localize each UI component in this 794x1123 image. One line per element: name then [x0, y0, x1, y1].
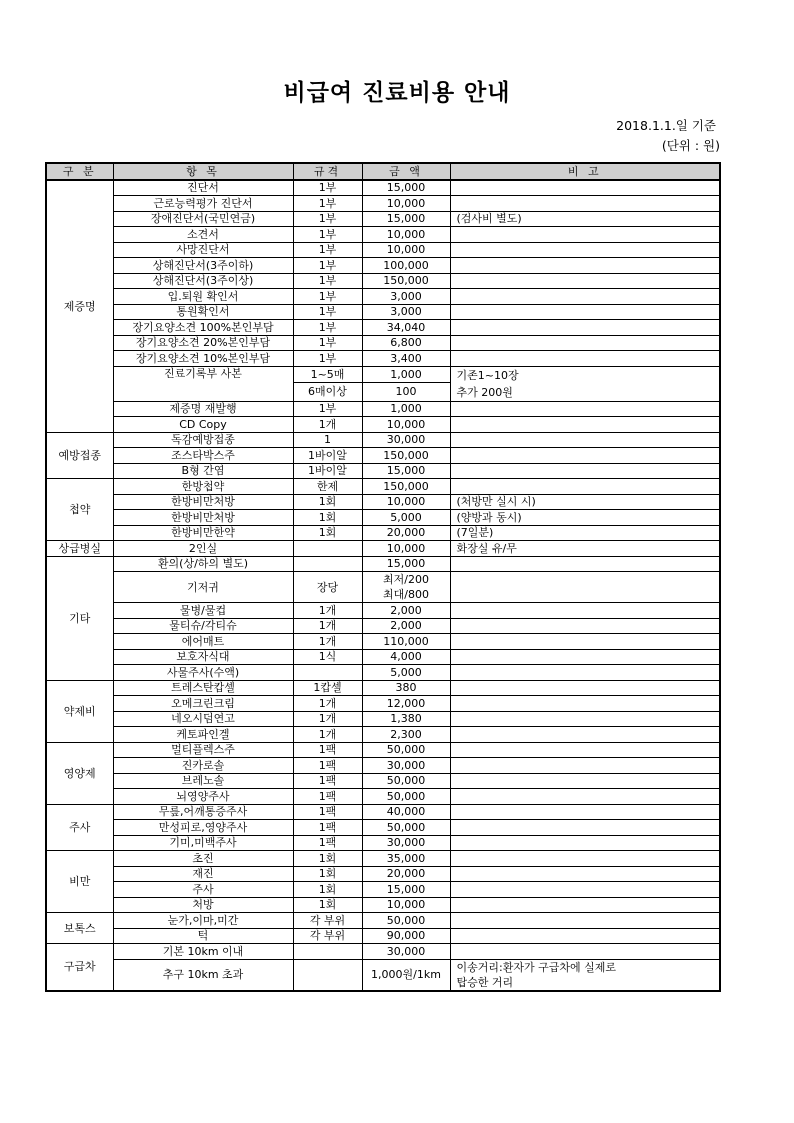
- spec-cell: 6매이상: [293, 382, 362, 401]
- header-note: 비 고: [450, 163, 720, 180]
- item-cell: 환의(상/하의 별도): [113, 556, 293, 572]
- amount-cell: 10,000: [362, 242, 450, 258]
- table-row: [46, 696, 720, 712]
- page-title: 비급여 진료비용 안내: [283, 80, 511, 106]
- amount-cell: 15,000: [362, 463, 450, 479]
- table-row: [46, 417, 720, 433]
- table-row: [46, 897, 720, 913]
- note-cell: [450, 866, 720, 882]
- amount-cell: 50,000: [362, 820, 450, 836]
- category-ambulance: 구급차: [46, 944, 113, 991]
- note-cell: [450, 618, 720, 634]
- amount-cell: 150,000: [362, 448, 450, 464]
- amount-cell: 1,000: [362, 401, 450, 417]
- table-row: [46, 634, 720, 650]
- note-cell: [450, 289, 720, 305]
- note-cell: [450, 665, 720, 681]
- note-cell: (양방과 동시): [450, 510, 720, 526]
- basis-date: 2018.1.1.일 기준: [616, 118, 716, 133]
- spec-cell: 1: [293, 432, 362, 448]
- table-row: [46, 432, 720, 448]
- fee-table: [45, 162, 721, 992]
- amount-cell: 10,000: [362, 494, 450, 510]
- note-cell: [450, 897, 720, 913]
- spec-cell: 1부: [293, 196, 362, 212]
- table-row: [46, 196, 720, 212]
- table-row: [46, 711, 720, 727]
- spec-cell: 1팩: [293, 773, 362, 789]
- amount-cell: 2,000: [362, 618, 450, 634]
- unit-note: (단위 : 원): [661, 138, 720, 153]
- amount-cell: 3,000: [362, 304, 450, 320]
- spec-cell: 1개: [293, 634, 362, 650]
- header-item: 항 목: [113, 163, 293, 180]
- item-cell: 물티슈/각티슈: [113, 618, 293, 634]
- note-cell: [450, 196, 720, 212]
- item-cell: 근로능력평가 진단서: [113, 196, 293, 212]
- spec-cell: 1부: [293, 180, 362, 196]
- item-cell: 입.퇴원 확인서: [113, 289, 293, 305]
- spec-cell: 1개: [293, 618, 362, 634]
- spec-cell: [293, 556, 362, 572]
- table-row: [46, 851, 720, 867]
- table-row: [46, 289, 720, 305]
- note-cell: [450, 180, 720, 196]
- spec-cell: 1개: [293, 417, 362, 433]
- category-vaccination: 예방접종: [46, 432, 113, 479]
- table-row: [46, 366, 720, 382]
- table-row: [46, 742, 720, 758]
- amount-cell: 150,000: [362, 479, 450, 495]
- item-cell: 초진: [113, 851, 293, 867]
- note-cell: [450, 944, 720, 960]
- header-category: 구 분: [46, 163, 113, 180]
- amount-cell: 1,000: [362, 366, 450, 382]
- amount-cell: 15,000: [362, 556, 450, 572]
- table-row: [46, 882, 720, 898]
- table-row: [46, 351, 720, 367]
- note-line: 추가 200원: [456, 385, 513, 399]
- amount-cell: 10,000: [362, 897, 450, 913]
- item-cell: 무릎,어깨통증주사: [113, 804, 293, 820]
- amount-cell: 30,000: [362, 944, 450, 960]
- item-cell: 트레스탄캅셀: [113, 680, 293, 696]
- item-cell: CD Copy: [113, 417, 293, 433]
- item-cell: 장기요양소견 20%본인부담: [113, 335, 293, 351]
- item-cell: 독감예방접종: [113, 432, 293, 448]
- note-cell: (처방만 실시 시): [450, 494, 720, 510]
- table-row: [46, 510, 720, 526]
- note-cell: [450, 696, 720, 712]
- spec-cell: 1부: [293, 304, 362, 320]
- item-cell: 브레노솔: [113, 773, 293, 789]
- amount-cell: 3,400: [362, 351, 450, 367]
- amount-cell: 5,000: [362, 510, 450, 526]
- amount-cell: 20,000: [362, 866, 450, 882]
- note-line: 탑승한 거리: [456, 975, 514, 989]
- amount-cell: 1,380: [362, 711, 450, 727]
- note-cell: [450, 758, 720, 774]
- spec-cell: 1부: [293, 258, 362, 274]
- table-row: [46, 211, 720, 227]
- amount-cell: 30,000: [362, 835, 450, 851]
- table-row: [46, 913, 720, 929]
- amount-cell: 5,000: [362, 665, 450, 681]
- note-cell: [450, 463, 720, 479]
- spec-cell: 1부: [293, 242, 362, 258]
- category-botox: 보톡스: [46, 913, 113, 944]
- item-cell: 케토파인겔: [113, 727, 293, 743]
- table-row: [46, 180, 720, 196]
- note-cell: [450, 928, 720, 944]
- spec-cell: 1팩: [293, 789, 362, 805]
- item-cell: 상해진단서(3주이하): [113, 258, 293, 274]
- amount-cell: 30,000: [362, 758, 450, 774]
- amount-cell: 100: [362, 382, 450, 401]
- item-cell: 뇌영양주사: [113, 789, 293, 805]
- item-cell: 한방첩약: [113, 479, 293, 495]
- amount-cell: 34,040: [362, 320, 450, 336]
- spec-cell: 1개: [293, 711, 362, 727]
- note-cell: [450, 258, 720, 274]
- spec-cell: 1회: [293, 882, 362, 898]
- spec-cell: 1개: [293, 696, 362, 712]
- item-cell: 만성피로,영양주사: [113, 820, 293, 836]
- note-cell: [450, 649, 720, 665]
- spec-cell: 1회: [293, 851, 362, 867]
- table-row: [46, 304, 720, 320]
- item-cell: 장기요양소견 10%본인부담: [113, 351, 293, 367]
- amount-line: 최저/200: [383, 573, 429, 586]
- amount-cell: [362, 572, 450, 603]
- note-cell: (7일분): [450, 525, 720, 541]
- note-cell: [450, 366, 720, 401]
- table-row: [46, 401, 720, 417]
- note-cell: [450, 242, 720, 258]
- table-row: [46, 258, 720, 274]
- item-cell: 턱: [113, 928, 293, 944]
- note-cell: [450, 804, 720, 820]
- amount-cell: 40,000: [362, 804, 450, 820]
- spec-cell: 1바이알: [293, 463, 362, 479]
- table-row: [46, 242, 720, 258]
- category-certificate: 제증명: [46, 180, 113, 433]
- spec-cell: 한제: [293, 479, 362, 495]
- note-cell: [450, 572, 720, 603]
- amount-cell: 2,300: [362, 727, 450, 743]
- note-cell: [450, 401, 720, 417]
- category-injection: 주사: [46, 804, 113, 851]
- table-row: [46, 603, 720, 619]
- spec-cell: 1캅셀: [293, 680, 362, 696]
- table-row: [46, 494, 720, 510]
- amount-cell: 10,000: [362, 227, 450, 243]
- note-cell: [450, 680, 720, 696]
- table-row: [46, 320, 720, 336]
- spec-cell: 장당: [293, 572, 362, 603]
- note-cell: 화장실 유/무: [450, 541, 720, 557]
- note-cell: [450, 320, 720, 336]
- item-cell: 진료기록부 사본: [113, 366, 293, 401]
- spec-cell: 1부: [293, 320, 362, 336]
- table-row: [46, 944, 720, 960]
- spec-cell: 1부: [293, 273, 362, 289]
- table-row: [46, 448, 720, 464]
- item-cell: 한방비만한약: [113, 525, 293, 541]
- spec-cell: 1팩: [293, 804, 362, 820]
- table-row: [46, 556, 720, 572]
- category-obesity: 비만: [46, 851, 113, 913]
- spec-cell: 1~5매: [293, 366, 362, 382]
- spec-cell: 1부: [293, 335, 362, 351]
- item-cell: 눈가,이마,미간: [113, 913, 293, 929]
- amount-cell: 10,000: [362, 541, 450, 557]
- note-cell: [450, 820, 720, 836]
- note-cell: [450, 851, 720, 867]
- note-cell: [450, 417, 720, 433]
- note-cell: [450, 432, 720, 448]
- spec-cell: 1개: [293, 727, 362, 743]
- amount-cell: 1,000원/1km: [362, 959, 450, 991]
- note-cell: [450, 773, 720, 789]
- table-row: [46, 820, 720, 836]
- note-line: 기존1~10장: [456, 368, 519, 382]
- note-cell: [450, 835, 720, 851]
- item-cell: 사물주사(수액): [113, 665, 293, 681]
- item-cell: 멀티플렉스주: [113, 742, 293, 758]
- category-nutrition: 영양제: [46, 742, 113, 804]
- table-row: [46, 463, 720, 479]
- amount-line: 최대/800: [383, 588, 429, 601]
- spec-cell: 각 부위: [293, 928, 362, 944]
- spec-cell: [293, 541, 362, 557]
- amount-cell: 50,000: [362, 742, 450, 758]
- amount-cell: 110,000: [362, 634, 450, 650]
- spec-cell: 1회: [293, 494, 362, 510]
- spec-cell: [293, 944, 362, 960]
- item-cell: 주사: [113, 882, 293, 898]
- table-row: [46, 227, 720, 243]
- spec-cell: 1팩: [293, 758, 362, 774]
- spec-cell: 각 부위: [293, 913, 362, 929]
- spec-cell: 1부: [293, 351, 362, 367]
- note-cell: [450, 882, 720, 898]
- item-cell: 조스타박스주: [113, 448, 293, 464]
- table-row: [46, 866, 720, 882]
- note-cell: [450, 742, 720, 758]
- item-cell: 장애진단서(국민연금): [113, 211, 293, 227]
- amount-cell: 100,000: [362, 258, 450, 274]
- amount-cell: 50,000: [362, 913, 450, 929]
- spec-cell: 1팩: [293, 742, 362, 758]
- amount-cell: 380: [362, 680, 450, 696]
- table-row: [46, 665, 720, 681]
- item-cell: 한방비만처방: [113, 510, 293, 526]
- item-cell: 보호자식대: [113, 649, 293, 665]
- table-row: [46, 789, 720, 805]
- amount-cell: 90,000: [362, 928, 450, 944]
- amount-cell: 15,000: [362, 882, 450, 898]
- header-row: [46, 163, 720, 180]
- spec-cell: 1회: [293, 897, 362, 913]
- category-upper-room: 상급병실: [46, 541, 113, 557]
- amount-cell: 30,000: [362, 432, 450, 448]
- note-cell: [450, 634, 720, 650]
- note-cell: [450, 273, 720, 289]
- spec-cell: 1팩: [293, 820, 362, 836]
- amount-cell: 2,000: [362, 603, 450, 619]
- spec-cell: 1회: [293, 510, 362, 526]
- item-cell: 기본 10km 이내: [113, 944, 293, 960]
- amount-cell: 12,000: [362, 696, 450, 712]
- item-cell: B형 간염: [113, 463, 293, 479]
- note-cell: [450, 351, 720, 367]
- spec-cell: 1식: [293, 649, 362, 665]
- item-cell: 한방비만처방: [113, 494, 293, 510]
- amount-cell: 20,000: [362, 525, 450, 541]
- spec-cell: [293, 959, 362, 991]
- amount-cell: 50,000: [362, 773, 450, 789]
- spec-cell: [293, 665, 362, 681]
- table-row: [46, 727, 720, 743]
- item-cell: 기미,미백주사: [113, 835, 293, 851]
- spec-cell: 1부: [293, 211, 362, 227]
- spec-cell: 1회: [293, 866, 362, 882]
- spec-cell: 1팩: [293, 835, 362, 851]
- table-row: [46, 680, 720, 696]
- table-row: [46, 758, 720, 774]
- item-cell: 추구 10km 초과: [113, 959, 293, 991]
- note-cell: [450, 335, 720, 351]
- item-cell: 처방: [113, 897, 293, 913]
- table-row: [46, 541, 720, 557]
- item-cell: 사망진단서: [113, 242, 293, 258]
- note-line: 이송거리:환자가 구급차에 실제로: [456, 960, 616, 974]
- note-cell: [450, 556, 720, 572]
- item-cell: 기저귀: [113, 572, 293, 603]
- spec-cell: 1부: [293, 289, 362, 305]
- note-cell: [450, 913, 720, 929]
- table-row: [46, 649, 720, 665]
- category-herbal: 첩약: [46, 479, 113, 541]
- amount-cell: 10,000: [362, 417, 450, 433]
- table-row: [46, 335, 720, 351]
- item-cell: 네오시덤연고: [113, 711, 293, 727]
- note-cell: [450, 227, 720, 243]
- note-cell: [450, 959, 720, 991]
- item-cell: 진단서: [113, 180, 293, 196]
- table-row: [46, 773, 720, 789]
- table-row: [46, 835, 720, 851]
- item-cell: 2인실: [113, 541, 293, 557]
- item-cell: 통원확인서: [113, 304, 293, 320]
- spec-cell: 1부: [293, 401, 362, 417]
- amount-cell: 150,000: [362, 273, 450, 289]
- amount-cell: 35,000: [362, 851, 450, 867]
- amount-cell: 4,000: [362, 649, 450, 665]
- table-row: [46, 525, 720, 541]
- item-cell: 장기요양소견 100%본인부담: [113, 320, 293, 336]
- spec-cell: 1바이알: [293, 448, 362, 464]
- note-cell: [450, 479, 720, 495]
- spec-cell: 1개: [293, 603, 362, 619]
- amount-cell: 6,800: [362, 335, 450, 351]
- header-spec: 규격: [293, 163, 362, 180]
- table-row: [46, 273, 720, 289]
- item-cell: 소견서: [113, 227, 293, 243]
- item-cell: 재진: [113, 866, 293, 882]
- note-cell: [450, 711, 720, 727]
- item-cell: 오메크린크림: [113, 696, 293, 712]
- amount-cell: 15,000: [362, 180, 450, 196]
- note-cell: (검사비 별도): [450, 211, 720, 227]
- amount-cell: 50,000: [362, 789, 450, 805]
- table-row: [46, 572, 720, 603]
- item-cell: 진카로솔: [113, 758, 293, 774]
- item-cell: 제증명 재발행: [113, 401, 293, 417]
- amount-cell: 3,000: [362, 289, 450, 305]
- spec-cell: 1부: [293, 227, 362, 243]
- note-cell: [450, 789, 720, 805]
- item-cell: 물병/물컵: [113, 603, 293, 619]
- item-cell: 에어매트: [113, 634, 293, 650]
- note-cell: [450, 304, 720, 320]
- amount-cell: 15,000: [362, 211, 450, 227]
- category-medicine: 약제비: [46, 680, 113, 742]
- table-row: [46, 618, 720, 634]
- spec-cell: 1회: [293, 525, 362, 541]
- category-etc: 기타: [46, 556, 113, 680]
- table-row: [46, 959, 720, 991]
- table-row: [46, 479, 720, 495]
- table-row: [46, 928, 720, 944]
- note-cell: [450, 727, 720, 743]
- amount-cell: 10,000: [362, 196, 450, 212]
- table-row: [46, 804, 720, 820]
- note-cell: [450, 603, 720, 619]
- header-amount: 금 액: [362, 163, 450, 180]
- item-cell: 상해진단서(3주이상): [113, 273, 293, 289]
- note-cell: [450, 448, 720, 464]
